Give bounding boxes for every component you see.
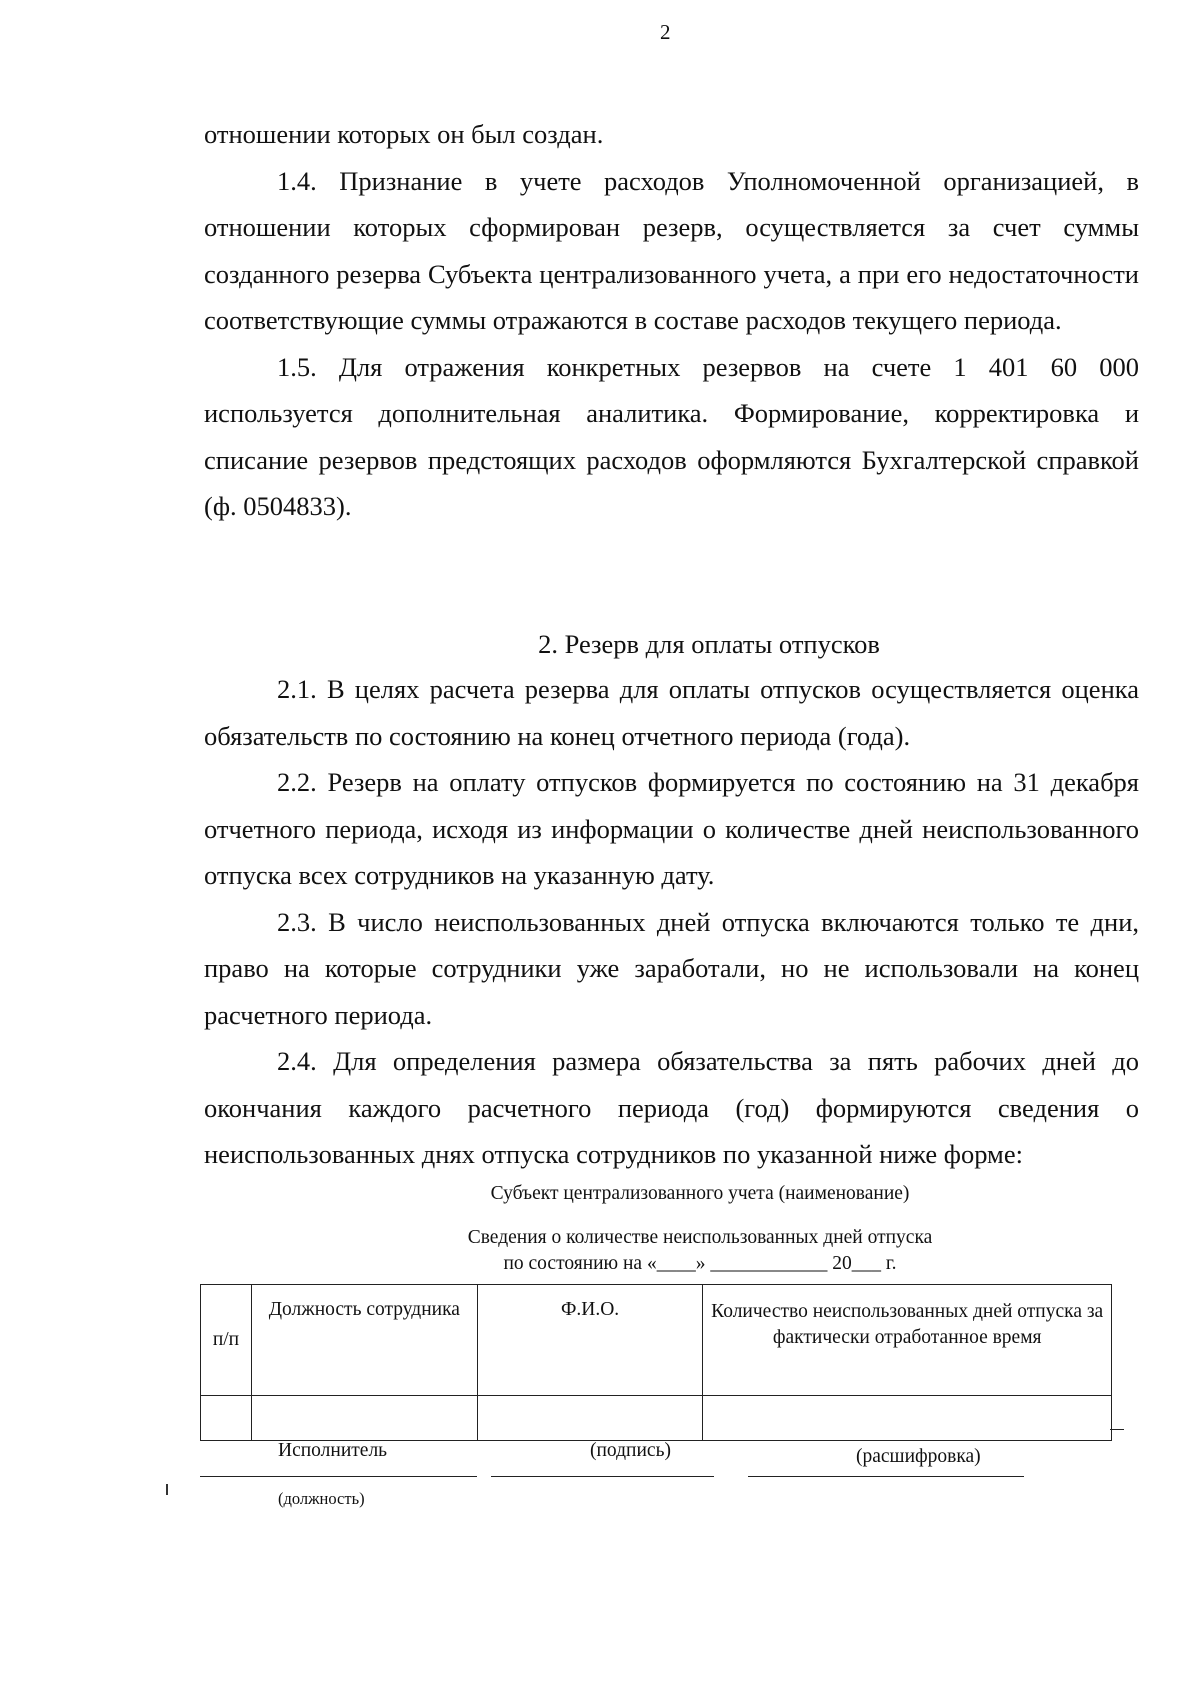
executor-label: Исполнитель bbox=[278, 1440, 388, 1461]
form-title-line-1: Сведения о количестве неиспользованных дней отпуска bbox=[467, 1227, 933, 1248]
table-cell bbox=[703, 1396, 1112, 1441]
header-unused-days: Количество неиспользованных дней отпуска за фактически отработанное время bbox=[703, 1285, 1112, 1396]
text-block-section-1 bbox=[204, 111, 1139, 530]
page-number: 2 bbox=[660, 20, 671, 44]
paragraph-2-2: 2.2. Резерв на оплату отпусков формируется по состоянию на 31 декабря отчетного периода, исходя из информации о количестве дней неиспользованного отпуска всех сотрудников на указанную дату. bbox=[204, 767, 1139, 890]
form-title-line-2: по состоянию на «____» ____________ 20___ г. bbox=[503, 1253, 897, 1274]
paragraph-2-4: 2.4. Для определения размера обязательства за пять рабочих дней до окончания каждого расчетного периода (год) формируются сведения о неиспользованных днях отпуска сотрудников по указанной ниже форме: bbox=[204, 1046, 1139, 1169]
paragraph-1-5: 1.5. Для отражения конкретных резервов на счете 1 401 60 000 используется дополнительная аналитика. Формирование, корректировка и списание резервов предстоящих расходов оформляются Бухгалтерской справкой (ф. 0504833). bbox=[204, 351, 1139, 521]
position-signature-line bbox=[200, 1476, 477, 1477]
unused-vacation-table bbox=[200, 1284, 1112, 1441]
transcript-label: (расшифровка) bbox=[856, 1446, 981, 1467]
paragraph-2-1: 2.1. В целях расчета резерва для оплаты отпусков осуществляется оценка обязательств по состоянию на конец отчетного периода (года). bbox=[204, 674, 1139, 751]
position-label: (должность) bbox=[278, 1489, 365, 1508]
transcript-signature-line bbox=[748, 1476, 1024, 1477]
paragraph: отношении которых он был создан. bbox=[204, 119, 604, 149]
header-full-name: Ф.И.О. bbox=[477, 1285, 703, 1396]
header-position: Должность сотрудника bbox=[251, 1285, 477, 1396]
table-header-row bbox=[201, 1285, 1112, 1396]
table-cell bbox=[477, 1396, 703, 1441]
signature-label: (подпись) bbox=[590, 1440, 671, 1461]
table-cell bbox=[201, 1396, 252, 1441]
table-cell bbox=[251, 1396, 477, 1441]
header-number: п/п bbox=[201, 1285, 252, 1396]
margin-mark bbox=[166, 1484, 168, 1495]
table-rule-extension bbox=[1110, 1429, 1124, 1430]
paragraph-1-4: 1.4. Признание в учете расходов Уполномоченной организацией, в отношении которых сформирован резерв, осуществляется за счет суммы созданного резерва Субъекта централизованного учета, а при его недостаточности соответствующие суммы отражаются в составе расходов текущего периода. bbox=[204, 165, 1139, 335]
signature-line bbox=[491, 1476, 714, 1477]
table-row bbox=[201, 1396, 1112, 1441]
section-heading: 2. Резерв для оплаты отпусков bbox=[538, 629, 880, 659]
form-subject-caption: Субъект централизованного учета (наименование) bbox=[490, 1183, 910, 1204]
text-block-section-2 bbox=[204, 666, 1139, 1178]
paragraph-2-3: 2.3. В число неиспользованных дней отпуска включаются только те дни, право на которые сотрудники уже заработали, но не использовали на конец расчетного периода. bbox=[204, 906, 1139, 1030]
